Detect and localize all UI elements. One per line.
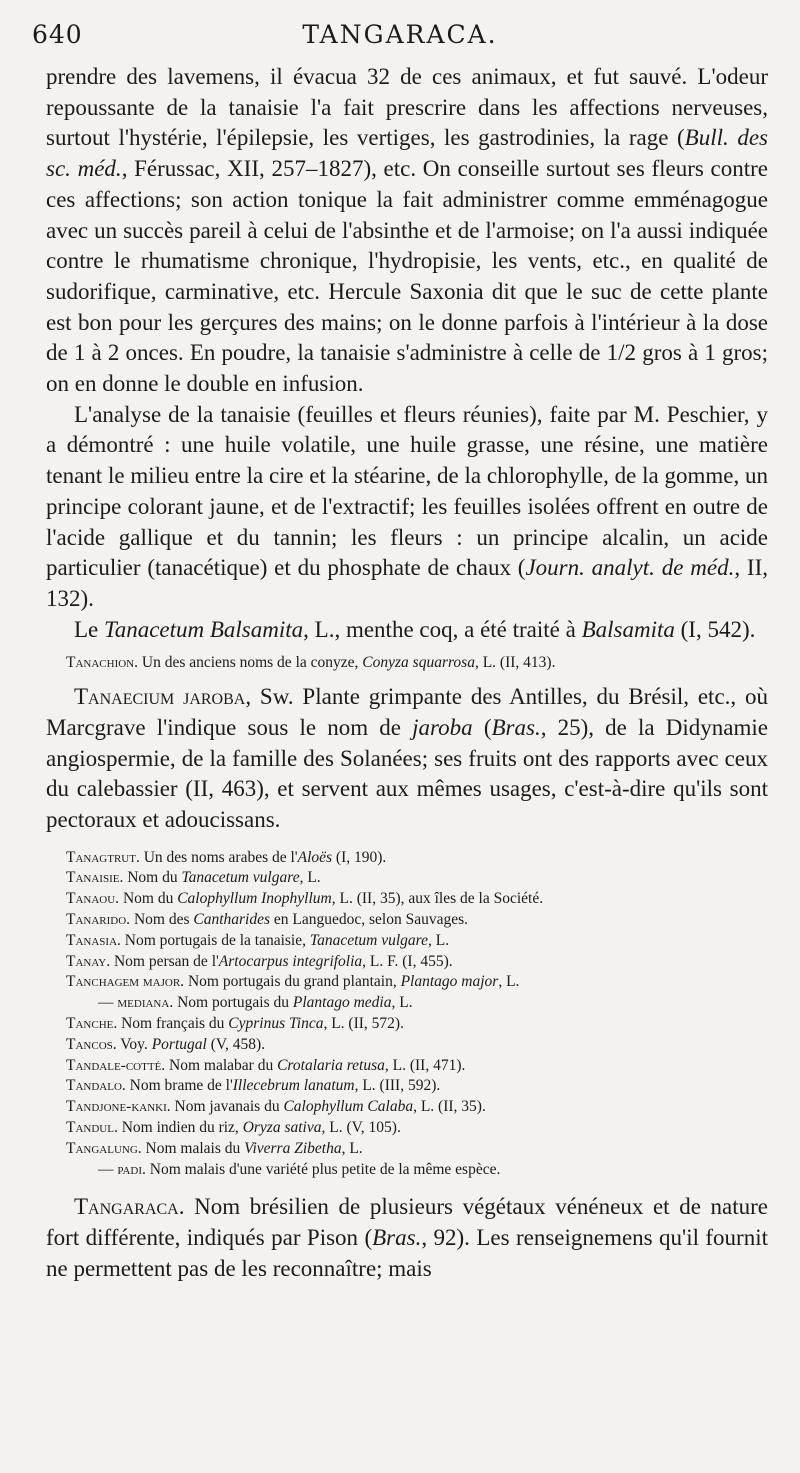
text-segment: (V, 458). bbox=[206, 1035, 266, 1053]
entry-headword: Tanarido. bbox=[66, 911, 131, 929]
entry-item bbox=[46, 848, 768, 869]
species-name: Viverra Zibetha bbox=[244, 1139, 342, 1157]
entry-headword: Tangalung. bbox=[66, 1139, 142, 1157]
text-segment: , L. bbox=[299, 869, 321, 887]
text-segment: Nom persan de l' bbox=[110, 952, 219, 970]
citation: Bras. bbox=[372, 1225, 422, 1251]
species-name: Artocarpus integrifolia bbox=[218, 952, 363, 970]
text-segment: , L. (II, 35), aux îles de la Société. bbox=[331, 890, 544, 908]
text-segment: Nom indien du riz, bbox=[117, 1119, 243, 1137]
entry-item bbox=[46, 889, 768, 910]
entry-item bbox=[46, 1056, 768, 1077]
text-segment: Nom du bbox=[119, 890, 178, 908]
text-segment: Nom portugais de la tanaisie, bbox=[120, 931, 310, 949]
entry-list bbox=[46, 848, 768, 1181]
text-segment: Nom français du bbox=[117, 1015, 229, 1033]
cross-reference: Balsamita bbox=[581, 616, 675, 642]
text-segment: Un des anciens noms de la conyze, bbox=[138, 654, 363, 672]
entry-headword: Tandjone-kanki. bbox=[66, 1098, 171, 1116]
citation: Bras. bbox=[491, 714, 541, 740]
text-segment: Nom des bbox=[130, 911, 194, 929]
entry-headword: — mediana. bbox=[98, 994, 174, 1012]
text-segment: , L., menthe coq, a été traité à bbox=[303, 616, 582, 642]
paragraph-tanaecium bbox=[46, 682, 768, 836]
text-segment: , L. bbox=[341, 1139, 363, 1157]
paragraph-balsamita bbox=[46, 615, 768, 646]
cross-reference: Portugal bbox=[151, 1035, 207, 1053]
text-segment: Nom brésilien de plusieurs végétaux vénéneux et de nature fort différente, indiqués par Pison ( bbox=[46, 1194, 768, 1251]
text-segment: , L. bbox=[391, 994, 413, 1012]
entry-item bbox=[46, 868, 768, 889]
text-segment: , L. (II, 471). bbox=[384, 1056, 466, 1074]
entry-headword: Tanaisie. bbox=[66, 869, 124, 887]
entry-item bbox=[46, 1160, 768, 1181]
text-segment: (I, 542). bbox=[674, 616, 756, 642]
entry-headword: Tanchagem major. bbox=[66, 973, 185, 991]
entry-item bbox=[46, 952, 768, 973]
entry-headword: Tanaou. bbox=[66, 890, 120, 908]
entry-headword: Tangaraca. bbox=[74, 1194, 185, 1220]
species-name: Tanacetum Balsamita bbox=[104, 616, 304, 642]
text-segment: , L. (II, 572). bbox=[323, 1015, 404, 1033]
entry-headword: Tandalo. bbox=[66, 1077, 126, 1095]
text-segment: en Languedoc, selon Sauvages. bbox=[270, 911, 469, 929]
entry-tanachion bbox=[46, 653, 768, 674]
species-name: Cantharides bbox=[193, 911, 271, 929]
species-name: Plantago media bbox=[292, 994, 392, 1012]
text-segment: Nom du bbox=[123, 869, 182, 887]
entry-item bbox=[46, 993, 768, 1014]
entry-item bbox=[46, 1139, 768, 1160]
entry-headword: Tanagtrut. bbox=[66, 848, 140, 866]
species-name: Illecebrum lanatum bbox=[232, 1077, 355, 1095]
running-title: TANGARACA. bbox=[302, 20, 498, 49]
text-segment: , Sw. Plante grimpante des Antilles, du Brésil, etc., où Marcgrave l'indique sous le nom de bbox=[46, 684, 768, 740]
text-segment: Nom malais du bbox=[141, 1139, 245, 1157]
text-segment: Nom javanais du bbox=[170, 1098, 284, 1116]
text-segment: , L. bbox=[427, 931, 450, 949]
paragraph-tangaraca bbox=[46, 1192, 768, 1284]
species-name: Oryza sativa bbox=[242, 1119, 322, 1137]
page-body bbox=[46, 62, 768, 1285]
entry-headword: Tanasia. bbox=[66, 931, 121, 949]
text-segment: , L. (II, 35). bbox=[413, 1098, 486, 1116]
entry-item bbox=[46, 1118, 768, 1139]
species-name: Crotalaria retusa bbox=[277, 1056, 385, 1074]
entry-headword: Tanche. bbox=[66, 1015, 118, 1033]
entry-item bbox=[46, 1076, 768, 1097]
entry-headword: — padi. bbox=[98, 1160, 146, 1178]
entry-item bbox=[46, 1035, 768, 1056]
text-segment: , L. (III, 592). bbox=[354, 1077, 441, 1095]
text-segment: L'analyse de la tanaisie (feuilles et fleurs réunies), faite par M. Peschier, y a démontré : une huile volatile, une huile grasse, une résine, une matière tenant le milieu entre la cire et la stéarine, de la chlorophylle, de la gomme, un principe colorant jaune, et de l'extractif; les feuilles isolées offrent en outre de l'acide gallique et du tannin; les fleurs : un principe alcalin, un acide particulier (tanacétique) et du phosphate de chaux ( bbox=[46, 401, 768, 581]
entry-headword: Tanay. bbox=[66, 952, 111, 970]
page-number: 640 bbox=[32, 20, 83, 49]
text-segment: Nom portugais du grand plantain, bbox=[184, 973, 401, 991]
species-name: Calophyllum Calaba bbox=[283, 1098, 414, 1116]
paragraph-tanaisie-analysis bbox=[46, 400, 768, 615]
species-name: Tanacetum vulgare bbox=[309, 931, 428, 949]
entry-item bbox=[46, 1014, 768, 1035]
entry-item bbox=[46, 931, 768, 952]
text-segment: , L. (V, 105). bbox=[321, 1119, 401, 1137]
species-name: Plantago major bbox=[400, 973, 499, 991]
paragraph-tanaisie-uses bbox=[46, 62, 768, 400]
text-segment: Nom portugais du bbox=[173, 994, 293, 1012]
species-name: Calophyllum Inophyllum bbox=[177, 890, 332, 908]
citation: Journ. analyt. de méd. bbox=[525, 555, 735, 581]
text-segment: , 92). Les renseignemens qu'il fournit ne permettent pas de les reconnaître; mais bbox=[46, 1225, 768, 1281]
text-segment: (I, 190). bbox=[332, 848, 387, 866]
text-segment: , 25), de la Didynamie angiospermie, de la famille des Solanées; ses fruits ont des rapports avec ceux du calebassier (II, 463), et servent aux mêmes usages, c'est-à-dire qu'ils sont pectoraux et adoucissans. bbox=[46, 714, 768, 832]
text-segment: prendre des lavemens, il évacua 32 de ces animaux, et fut sauvé. L'odeur repoussante de la tanaisie l'a fait prescrire dans les affections nerveuses, surtout l'hystérie, l'épilepsie, les vertiges, les gastrodinies, la rage ( bbox=[46, 64, 768, 151]
text-segment: , II, 132). bbox=[46, 555, 768, 611]
text-segment: Nom malabar du bbox=[165, 1056, 278, 1074]
text-segment: Le bbox=[74, 616, 105, 642]
species-name: Conyza squarrosa bbox=[362, 654, 475, 672]
entry-headword: Tancos. bbox=[66, 1035, 117, 1053]
text-segment: Voy. bbox=[116, 1035, 152, 1053]
text-segment: Nom brame de l' bbox=[125, 1077, 233, 1095]
entry-item bbox=[46, 972, 768, 993]
entry-headword: Tanaecium jaroba bbox=[74, 684, 246, 710]
entry-headword: Tanachion. bbox=[66, 654, 139, 672]
species-name: Cyprinus Tinca bbox=[228, 1015, 324, 1033]
text-segment: , L. F. (I, 455). bbox=[362, 952, 453, 970]
text-segment: Un des noms arabes de l' bbox=[139, 848, 298, 866]
species-name: Tanacetum vulgare bbox=[181, 869, 300, 887]
entry-item bbox=[46, 910, 768, 931]
citation: Bull. des sc. méd. bbox=[46, 125, 768, 182]
text-segment: , L. (II, 413). bbox=[474, 654, 556, 672]
text-segment: Nom malais d'une variété plus petite de la même espèce. bbox=[145, 1160, 501, 1178]
entry-headword: Tandale-cotté. bbox=[66, 1056, 166, 1074]
entry-item bbox=[46, 1097, 768, 1118]
text-segment: , Férussac, XII, 257–1827), etc. On conseille surtout ses fleurs contre ces affections; son action tonique la fait administrer comme emménagogue avec un succès pareil à celui de l'absinthe et de l'armoise; on l'a aussi indiquée contre le rhumatisme chronique, l'hydropisie, les vents, etc., en qualité de sudorifique, carminative, etc. Hercule Saxonia dit que le suc de cette plante est bon pour les gerçures des mains; on le donne parfois à l'intérieur à la dose de 1 à 2 onces. En poudre, la tanaisie s'administre à celle de 1/2 gros à 1 gros; on en donne le double en infusion. bbox=[46, 156, 769, 397]
page-header bbox=[32, 20, 768, 56]
entry-headword: Tandul. bbox=[66, 1119, 118, 1137]
species-name: Aloës bbox=[297, 848, 333, 866]
text-segment: , L. bbox=[498, 973, 520, 991]
species-name: jaroba bbox=[412, 714, 473, 740]
text-segment: ( bbox=[472, 714, 492, 740]
